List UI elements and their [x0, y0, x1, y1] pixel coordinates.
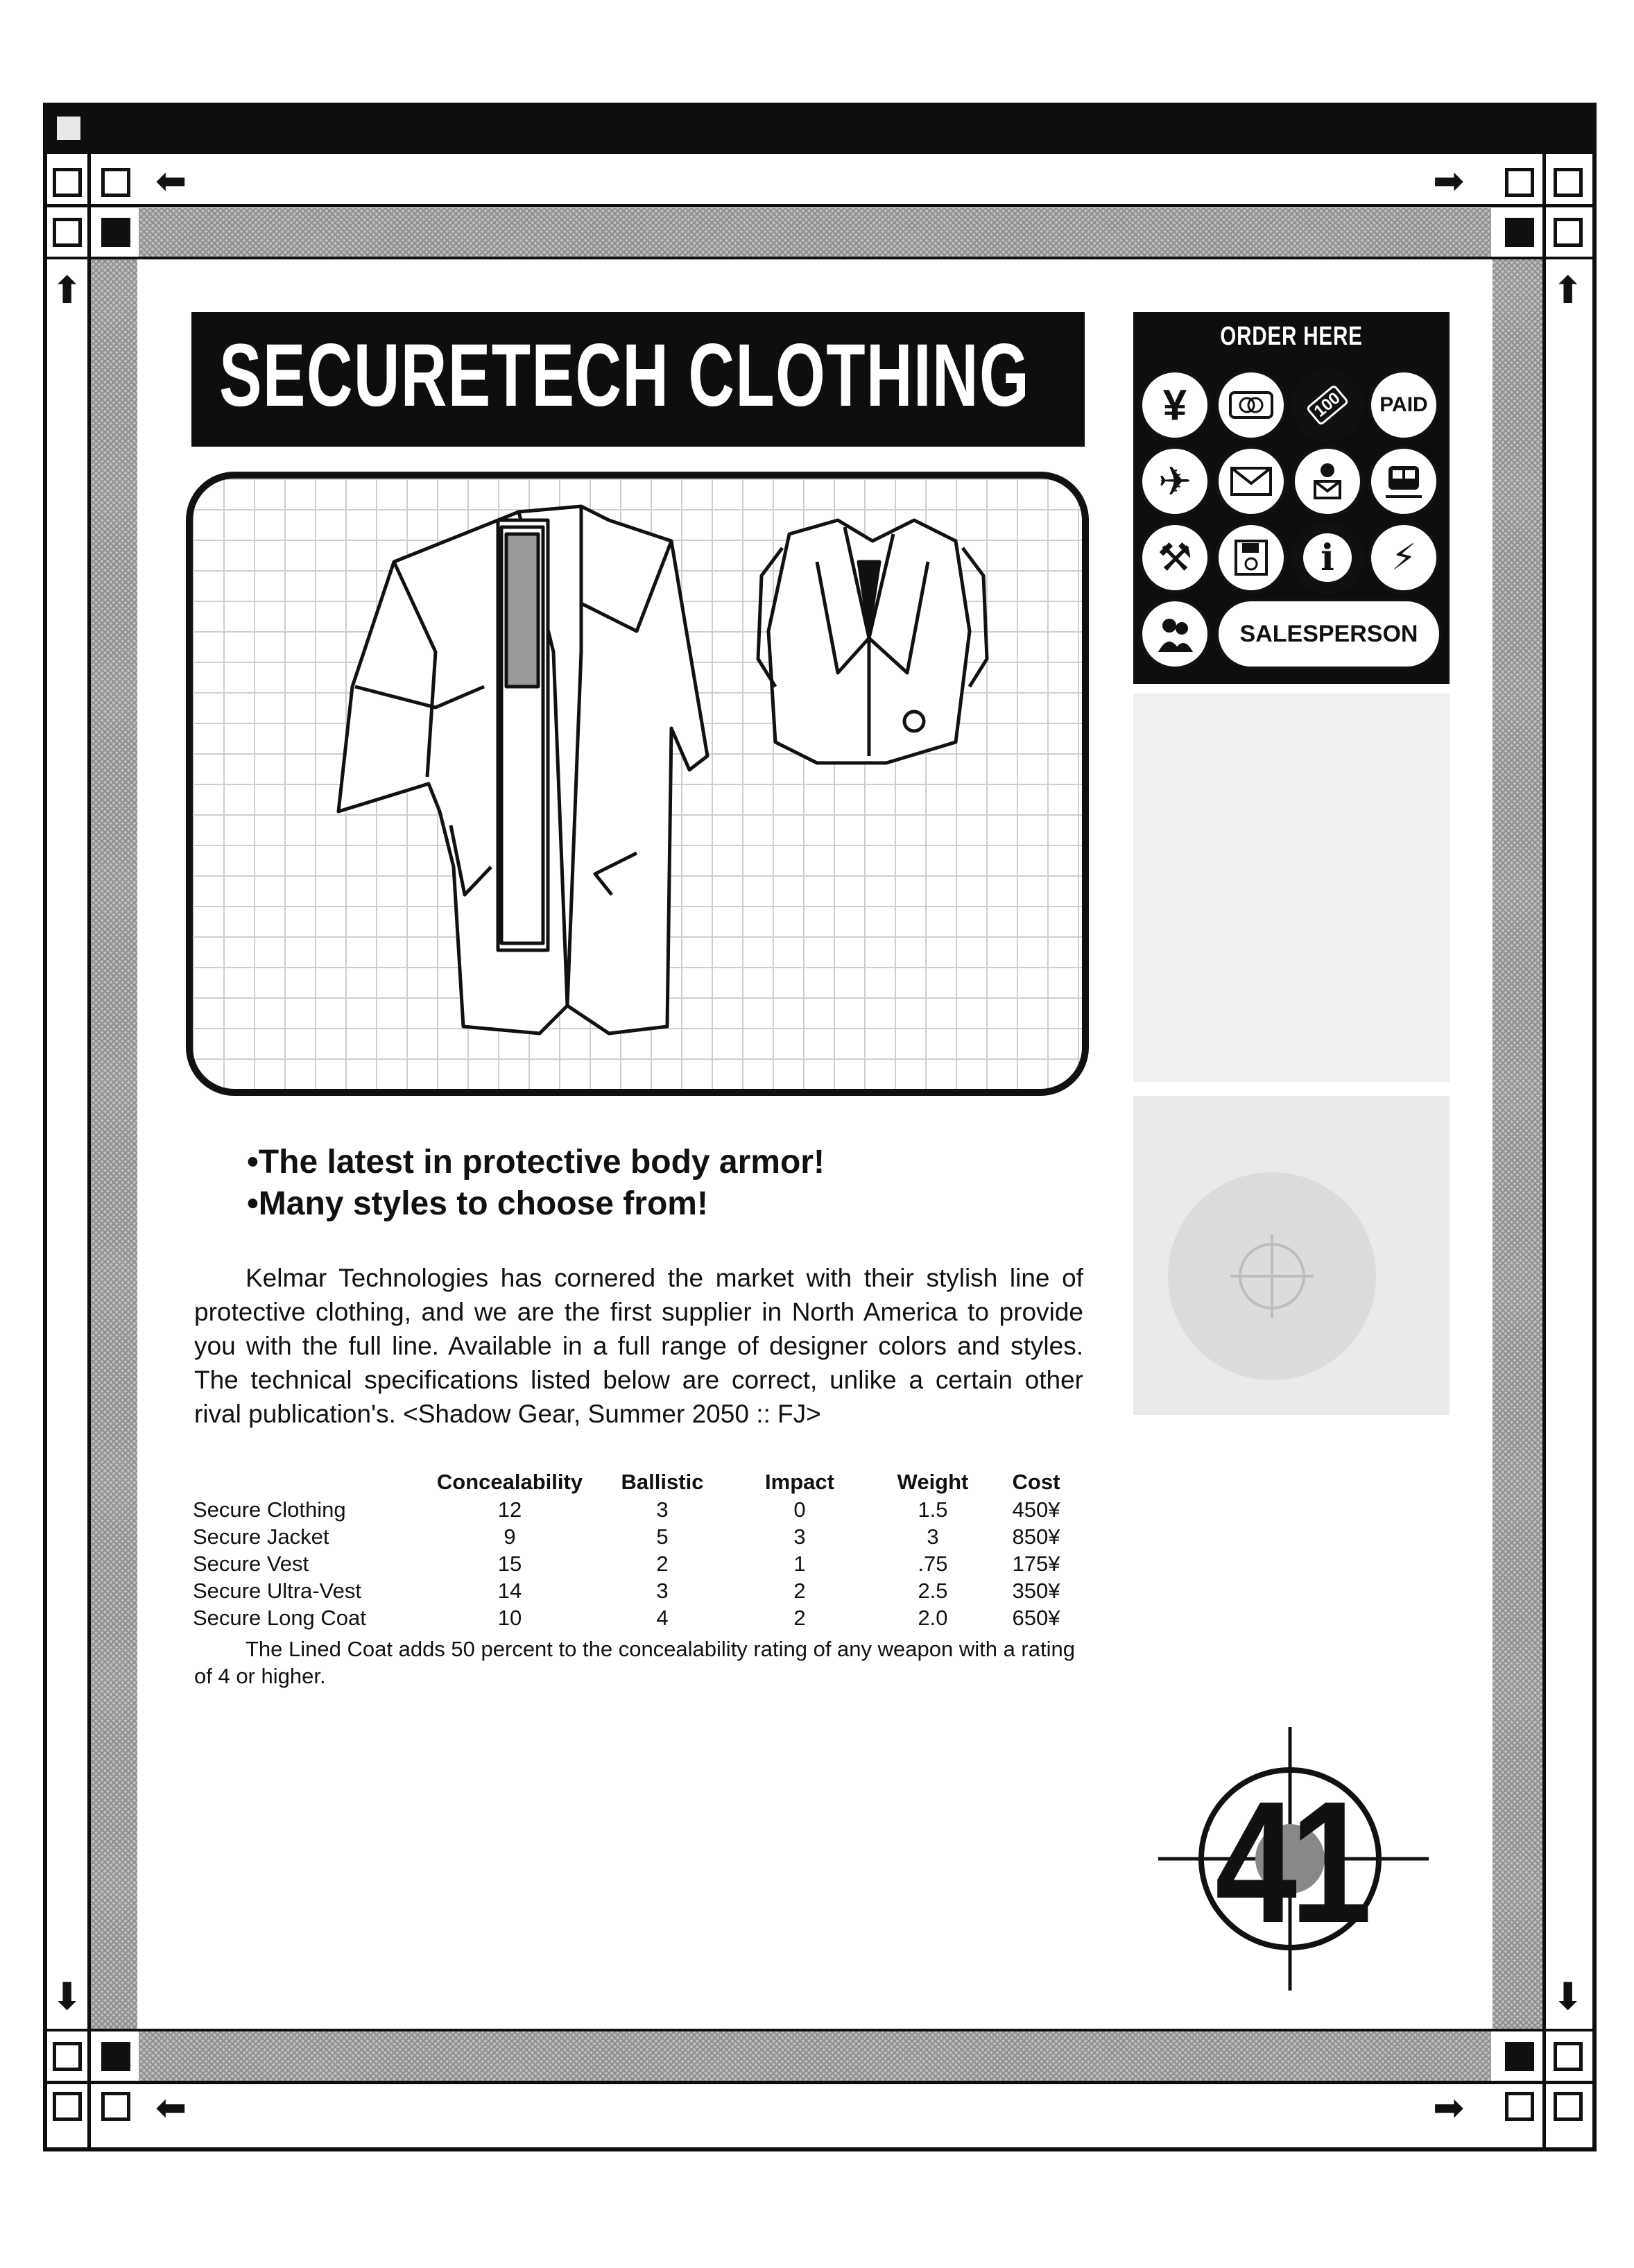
row-name: Secure Clothing	[193, 1497, 346, 1522]
inner-line-bottom2	[43, 2081, 1597, 2084]
row-name: Secure Vest	[193, 1552, 309, 1576]
order-panel	[1133, 312, 1450, 684]
cell: 2	[656, 1552, 669, 1576]
inner-line-bottom	[43, 2029, 1597, 2031]
cell: 3	[793, 1524, 806, 1549]
cell: 0	[793, 1497, 806, 1522]
cell: 14	[497, 1579, 522, 1603]
corner-box-icon[interactable]	[53, 2092, 82, 2121]
cell: 2	[793, 1579, 806, 1603]
info-icon[interactable]: i	[1291, 522, 1364, 594]
corner-box-icon[interactable]	[1554, 168, 1583, 197]
faded-background-image	[1133, 694, 1450, 1082]
inner-line-top2	[43, 257, 1597, 259]
corner-box-filled-icon[interactable]	[101, 2042, 130, 2071]
scroll-left-arrow-icon[interactable]: ⬅	[155, 159, 187, 203]
frame-line-right	[1592, 154, 1597, 2151]
yen-icon[interactable]	[1139, 369, 1211, 441]
faded-target-icon	[1133, 1096, 1450, 1415]
row-name: Secure Jacket	[193, 1524, 329, 1549]
corner-box-icon[interactable]	[1505, 2092, 1534, 2121]
clothing-illustration	[193, 479, 1082, 1089]
table-row	[193, 1577, 1075, 1604]
page-number-badge	[1151, 1713, 1429, 1991]
yen-symbol: ¥	[1162, 381, 1187, 429]
corner-box-icon[interactable]	[1554, 218, 1583, 247]
window-title-bar	[43, 103, 1597, 154]
title-banner	[191, 312, 1085, 447]
scroll-right-arrow-icon[interactable]: ➡	[1433, 2086, 1465, 2129]
table-note: The Lined Coat adds 50 percent to the concealability rating of any weapon with a rating of 4 or higher.	[194, 1637, 1075, 1688]
page-title: SECURETECH CLOTHING	[219, 326, 1031, 425]
salesperson-label: SALESPERSON	[1239, 620, 1418, 647]
corner-box-icon[interactable]	[101, 2092, 130, 2121]
paid-label: PAID	[1379, 393, 1428, 416]
corner-box-filled-icon[interactable]	[101, 218, 130, 247]
corner-box-filled-icon[interactable]	[1505, 2042, 1534, 2071]
scroll-left-arrow-icon[interactable]: ⬅	[155, 2086, 187, 2129]
bottom-hatch-border	[139, 2031, 1491, 2081]
credit-card-icon[interactable]	[1215, 369, 1287, 441]
stats-table	[193, 1468, 1075, 1631]
top-hatch-border	[139, 208, 1491, 257]
table-header-row	[193, 1468, 1075, 1496]
coin-label: 100	[1305, 384, 1349, 427]
col-concealability: Concealability	[436, 1470, 583, 1494]
cell: 2.0	[918, 1606, 948, 1630]
col-impact: Impact	[765, 1470, 834, 1494]
cell: 850¥	[1012, 1524, 1060, 1549]
courier-icon[interactable]	[1291, 445, 1364, 517]
salesperson-button[interactable]	[1215, 598, 1443, 670]
right-hatch-border	[1493, 257, 1542, 2031]
salesperson-icon[interactable]	[1139, 598, 1211, 670]
cell: 2	[793, 1606, 806, 1630]
cell: 5	[656, 1524, 669, 1549]
coins-icon[interactable]	[1291, 369, 1364, 441]
airplane-icon[interactable]: ✈	[1139, 445, 1211, 517]
train-icon[interactable]	[1368, 445, 1440, 517]
floppy-disk-icon[interactable]	[1215, 522, 1287, 594]
scroll-right-arrow-icon[interactable]: ➡	[1433, 159, 1465, 203]
cell: 3	[656, 1579, 669, 1603]
table-row	[193, 1604, 1075, 1631]
faded-background-image	[1133, 1096, 1450, 1415]
cell: 3	[927, 1524, 939, 1549]
cell: 175¥	[1012, 1552, 1060, 1576]
inner-line-right	[1542, 154, 1546, 2151]
cell: 3	[656, 1497, 669, 1522]
inner-line-top	[43, 204, 1597, 207]
corner-box-icon[interactable]	[1554, 2042, 1583, 2071]
cell: 12	[497, 1497, 522, 1522]
row-name: Secure Long Coat	[193, 1606, 366, 1630]
frame-line-top	[43, 154, 47, 2151]
cell: 1	[793, 1552, 806, 1576]
cell: 450¥	[1012, 1497, 1060, 1522]
cell: .75	[918, 1552, 948, 1576]
col-ballistic: Ballistic	[621, 1470, 704, 1494]
mail-envelope-icon[interactable]	[1215, 445, 1287, 517]
table-row	[193, 1496, 1075, 1523]
corner-box-icon[interactable]	[53, 2042, 82, 2071]
bullet-styles: •Many styles to choose from!	[247, 1185, 708, 1222]
order-panel-title: ORDER HERE	[1220, 322, 1363, 351]
fax-transmit-icon[interactable]: ⚡	[1368, 522, 1440, 594]
cell: 650¥	[1012, 1606, 1060, 1630]
corner-box-icon[interactable]	[1505, 168, 1534, 197]
scroll-down-arrow-icon[interactable]: ⬇	[51, 1975, 83, 2018]
cell: 350¥	[1012, 1579, 1060, 1603]
corner-box-icon[interactable]	[1554, 2092, 1583, 2121]
bullet-armor: •The latest in protective body armor!	[247, 1144, 825, 1180]
cell: 10	[497, 1606, 522, 1630]
col-weight: Weight	[897, 1470, 969, 1494]
cell: 2.5	[918, 1579, 948, 1603]
row-name: Secure Ultra-Vest	[193, 1579, 361, 1603]
cell: 1.5	[918, 1497, 948, 1522]
corner-box-icon[interactable]	[53, 168, 82, 197]
table-row	[193, 1550, 1075, 1577]
cell: 9	[504, 1524, 516, 1549]
close-box[interactable]	[57, 117, 80, 140]
product-illustration-panel	[186, 472, 1089, 1096]
tools-icon[interactable]: ⚒	[1139, 522, 1211, 594]
vest-icon	[758, 520, 987, 763]
scroll-up-arrow-icon[interactable]: ⬆	[1552, 268, 1584, 312]
corner-box-icon[interactable]	[101, 168, 130, 197]
inner-line-left	[87, 154, 91, 2151]
long-coat-icon	[338, 506, 707, 1033]
table-row	[193, 1523, 1075, 1550]
page-number: 41	[1215, 1765, 1365, 1959]
body-paragraph: Kelmar Technologies has cornered the market with their stylish line of protective clothing, and we are the first supplier in North America to provide you with the full line. Available in a full range of designer colors and styles. The technical specifications listed below are correct, unlike a certain other rival publication's. <Shadow Gear, Summer 2050 :: FJ>	[194, 1264, 1083, 1428]
cell: 15	[497, 1552, 522, 1576]
corner-box-icon[interactable]	[53, 218, 82, 247]
corner-box-filled-icon[interactable]	[1505, 218, 1534, 247]
scroll-down-arrow-icon[interactable]: ⬇	[1552, 1975, 1584, 2018]
col-cost: Cost	[1012, 1470, 1060, 1494]
left-hatch-border	[90, 257, 137, 2031]
cell: 4	[656, 1606, 669, 1630]
frame-line-bottom	[43, 2147, 1597, 2151]
scroll-up-arrow-icon[interactable]: ⬆	[51, 268, 83, 312]
paid-stamp-icon[interactable]	[1368, 369, 1440, 441]
